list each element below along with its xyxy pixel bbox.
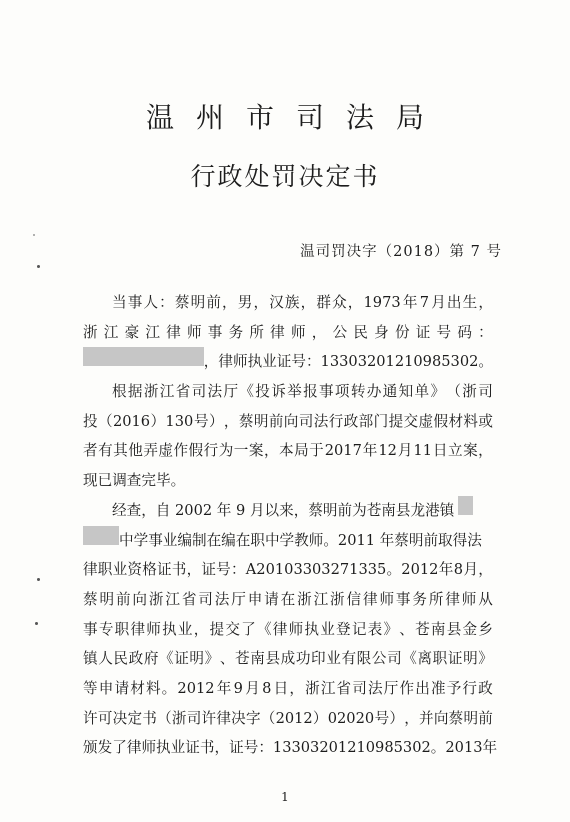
paragraph-line: 颁 发 了 律 师 执 业 证 书 ， 证 号 ： 13303201210985302 。 2013 年	[83, 739, 498, 757]
paragraph-line: 等 申 请 材 料 。 2012 年 9 月 8 日 ， 浙 江 省 司 法 厅 作 出 准 予 行 政	[83, 679, 493, 697]
redaction-block	[83, 347, 204, 366]
paragraph-line	[83, 526, 493, 556]
paragraph-line	[83, 496, 493, 526]
document-number: 温司罚决字（2018）第 7 号	[300, 244, 502, 260]
paragraph-line: 根 据 浙 江 省 司 法 厅 《 投 诉 举 报 事 项 转 办 通 知 单 》 （ 浙 司	[112, 383, 493, 401]
scan-speck	[35, 622, 38, 625]
document-title: 行政处罚决定书	[190, 162, 380, 191]
paragraph-line	[83, 347, 493, 377]
paragraph-line: 镇 人 民 政 府 《 证 明 》 、 苍 南 县 成 功 印 业 有 限 公 司 《 离 职 证 明 》	[83, 650, 493, 668]
paragraph-line: 当 事 人 ： 蔡 明 前 ， 男 ， 汉 族 ， 群 众 ， 1973 年 7 月 出 生 ，	[112, 294, 493, 311]
document-body	[83, 288, 498, 763]
issuing-organization-title: 温州市司法局	[145, 101, 446, 134]
scan-speck	[37, 578, 40, 581]
paragraph-line: 律 职 业 资 格 证 书 ， 证 号 ： A20103303271335 。 2012 年 8 月 ，	[83, 561, 493, 579]
paragraph-line: 许 可 决 定 书 （ 浙 司 许 律 决 字 （ 2012 ） 02020 号 ） ， 并 向 蔡 明 前	[83, 709, 493, 727]
paragraph-line: 投 （ 2016 ） 130 号 ） ， 蔡 明 前 向 司 法 行 政 部 门 提 交 虚 假 材 料 或	[83, 412, 493, 430]
paragraph-line-text: 中学事业编制在编在职中学教师。2011 年蔡明前取得法	[119, 531, 482, 549]
paragraph-line-text: ，律师执业证号：13303201210985302。	[203, 353, 493, 371]
paragraph-line: 现已调查完毕。	[83, 472, 186, 490]
redaction-block	[458, 496, 473, 515]
paragraph-line: 事 专 职 律 师 执 业 ， 提 交 了 《 律 师 执 业 登 记 表 》 、 苍 南 县 金 乡	[83, 620, 493, 638]
scan-speck	[33, 234, 35, 236]
paragraph-line: 浙 江 豪 江 律 师 事 务 所 律 师 ， 公 民 身 份 证 号 码 ：	[83, 323, 493, 341]
paragraph-line: 蔡 明 前 向 浙 江 省 司 法 厅 申 请 在 浙 江 浙 信 律 师 事 务 所 律 师 从	[83, 590, 493, 608]
page-number: 1	[281, 790, 289, 804]
scan-speck	[37, 265, 40, 268]
paragraph-line: 者 有 其 他 弄 虚 作 假 行 为 一 案 ， 本 局 于 2017 年 12 月 11 日 立 案 ，	[83, 442, 493, 460]
redaction-block	[83, 526, 119, 545]
paragraph-line-text: 经查，自 2002 年 9 月以来，蔡明前为苍南县龙港镇	[112, 501, 455, 519]
